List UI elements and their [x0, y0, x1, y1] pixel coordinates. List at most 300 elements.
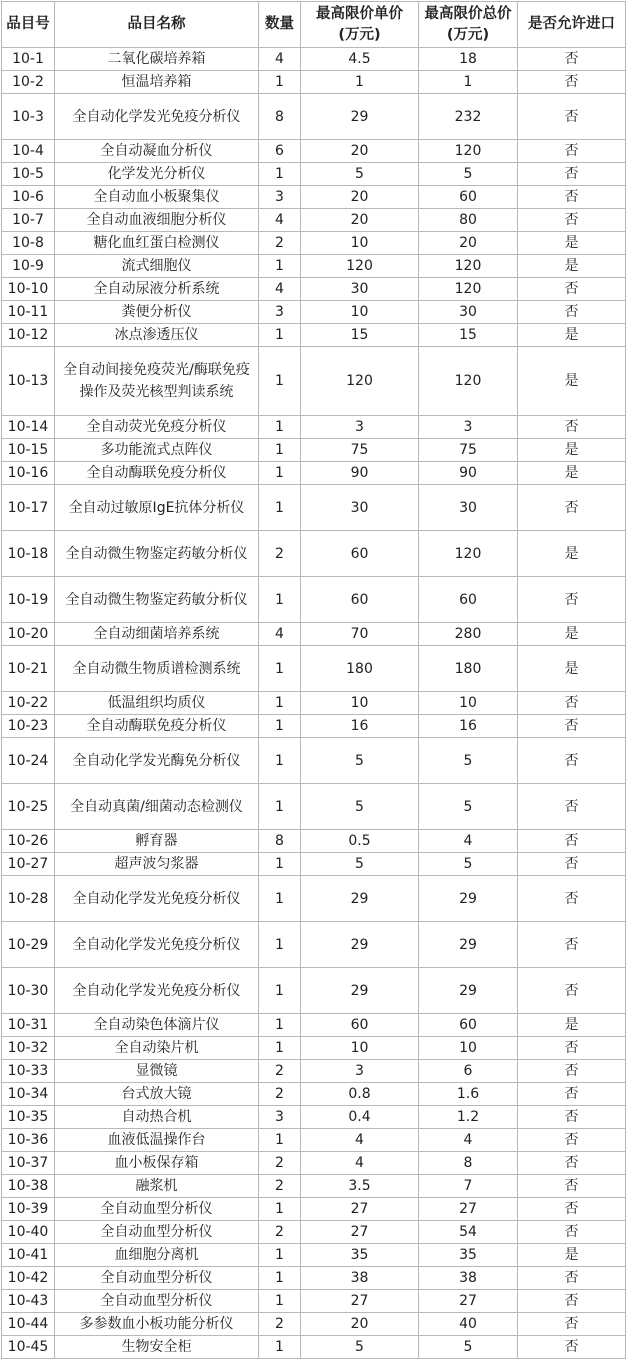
- cell-import: 否: [518, 784, 626, 830]
- cell-id: 10-20: [2, 623, 55, 646]
- cell-name: 血小板保存箱: [55, 1152, 259, 1175]
- table-row: [2, 347, 626, 416]
- table-row: [2, 531, 626, 577]
- table-row: [2, 1336, 626, 1359]
- table-row: [2, 1106, 626, 1129]
- header-unit-price-line1: 最高限价单价: [316, 5, 403, 22]
- cell-id: 10-16: [2, 462, 55, 485]
- cell-unit-price: 120: [301, 347, 419, 416]
- cell-id: 10-8: [2, 232, 55, 255]
- cell-total-price: 27: [419, 1198, 518, 1221]
- cell-id: 10-29: [2, 922, 55, 968]
- table-row: [2, 163, 626, 186]
- table-row: [2, 301, 626, 324]
- cell-qty: 1: [259, 462, 301, 485]
- cell-total-price: 120: [419, 347, 518, 416]
- cell-total-price: 120: [419, 140, 518, 163]
- table-row: [2, 1313, 626, 1336]
- cell-name: 全自动荧光免疫分析仪: [55, 416, 259, 439]
- cell-import: 否: [518, 1290, 626, 1313]
- cell-id: 10-23: [2, 715, 55, 738]
- cell-id: 10-45: [2, 1336, 55, 1359]
- table-row: [2, 577, 626, 623]
- cell-qty: 2: [259, 1060, 301, 1083]
- cell-name: 低温组织均质仪: [55, 692, 259, 715]
- cell-total-price: 1: [419, 71, 518, 94]
- cell-total-price: 40: [419, 1313, 518, 1336]
- procurement-table: [1, 1, 626, 1359]
- cell-name: 二氧化碳培养箱: [55, 48, 259, 71]
- cell-id: 10-22: [2, 692, 55, 715]
- cell-qty: 1: [259, 255, 301, 278]
- table-row: [2, 186, 626, 209]
- cell-unit-price: 60: [301, 531, 419, 577]
- cell-import: 否: [518, 1267, 626, 1290]
- cell-name: 全自动尿液分析系统: [55, 278, 259, 301]
- cell-qty: 1: [259, 922, 301, 968]
- cell-total-price: 6: [419, 1060, 518, 1083]
- cell-total-price: 1.6: [419, 1083, 518, 1106]
- cell-qty: 1: [259, 784, 301, 830]
- cell-import: 否: [518, 278, 626, 301]
- cell-qty: 8: [259, 830, 301, 853]
- cell-import: 否: [518, 485, 626, 531]
- cell-unit-price: 5: [301, 853, 419, 876]
- cell-name: 多参数血小板功能分析仪: [55, 1313, 259, 1336]
- cell-import: 否: [518, 1198, 626, 1221]
- cell-total-price: 180: [419, 646, 518, 692]
- cell-qty: 1: [259, 416, 301, 439]
- cell-qty: 4: [259, 209, 301, 232]
- table-row: [2, 1129, 626, 1152]
- table-row: [2, 48, 626, 71]
- cell-import: 否: [518, 738, 626, 784]
- cell-unit-price: 29: [301, 922, 419, 968]
- cell-import: 否: [518, 876, 626, 922]
- cell-qty: 1: [259, 1014, 301, 1037]
- table-row: [2, 1290, 626, 1313]
- cell-unit-price: 10: [301, 1037, 419, 1060]
- cell-import: 否: [518, 1221, 626, 1244]
- cell-unit-price: 60: [301, 1014, 419, 1037]
- cell-qty: 1: [259, 646, 301, 692]
- cell-import: 否: [518, 1060, 626, 1083]
- cell-import: 否: [518, 830, 626, 853]
- table-row: [2, 1221, 626, 1244]
- cell-id: 10-11: [2, 301, 55, 324]
- cell-qty: 1: [259, 577, 301, 623]
- cell-id: 10-14: [2, 416, 55, 439]
- cell-import: 否: [518, 577, 626, 623]
- cell-name: 全自动化学发光酶免分析仪: [55, 738, 259, 784]
- table-row: [2, 1083, 626, 1106]
- cell-name: 流式细胞仪: [55, 255, 259, 278]
- cell-import: 否: [518, 1175, 626, 1198]
- cell-qty: 3: [259, 301, 301, 324]
- table-row: [2, 1152, 626, 1175]
- cell-qty: 1: [259, 324, 301, 347]
- cell-name: 全自动染片机: [55, 1037, 259, 1060]
- header-total-price-line2: (万元): [446, 26, 490, 43]
- cell-id: 10-12: [2, 324, 55, 347]
- cell-unit-price: 4: [301, 1152, 419, 1175]
- cell-total-price: 3: [419, 416, 518, 439]
- cell-name: 全自动间接免疫荧光/酶联免疫操作及荧光核型判读系统: [55, 347, 259, 416]
- cell-total-price: 60: [419, 577, 518, 623]
- cell-qty: 1: [259, 1267, 301, 1290]
- cell-name: 全自动化学发光免疫分析仪: [55, 94, 259, 140]
- cell-unit-price: 38: [301, 1267, 419, 1290]
- watermark: [4, 1345, 84, 1359]
- table-row: [2, 853, 626, 876]
- cell-import: 否: [518, 186, 626, 209]
- cell-import: 否: [518, 922, 626, 968]
- cell-qty: 1: [259, 876, 301, 922]
- cell-qty: 1: [259, 1336, 301, 1359]
- cell-id: 10-27: [2, 853, 55, 876]
- cell-name: 糖化血红蛋白检测仪: [55, 232, 259, 255]
- cell-name: 全自动血小板聚集仪: [55, 186, 259, 209]
- cell-unit-price: 5: [301, 738, 419, 784]
- cell-id: 10-3: [2, 94, 55, 140]
- cell-name: 全自动血液细胞分析仪: [55, 209, 259, 232]
- cell-unit-price: 29: [301, 968, 419, 1014]
- cell-name: 全自动血型分析仪: [55, 1221, 259, 1244]
- cell-total-price: 120: [419, 278, 518, 301]
- cell-id: 10-5: [2, 163, 55, 186]
- cell-id: 10-24: [2, 738, 55, 784]
- header-unit-price: [301, 2, 419, 48]
- cell-name: 血液低温操作台: [55, 1129, 259, 1152]
- header-total-price: [419, 2, 518, 48]
- table-row: [2, 1198, 626, 1221]
- cell-import: 是: [518, 462, 626, 485]
- cell-id: 10-26: [2, 830, 55, 853]
- cell-total-price: 80: [419, 209, 518, 232]
- cell-id: 10-31: [2, 1014, 55, 1037]
- cell-import: 是: [518, 347, 626, 416]
- cell-import: 否: [518, 1313, 626, 1336]
- cell-qty: 4: [259, 623, 301, 646]
- table-row: [2, 1060, 626, 1083]
- cell-unit-price: 5: [301, 784, 419, 830]
- cell-unit-price: 5: [301, 163, 419, 186]
- cell-id: 10-17: [2, 485, 55, 531]
- cell-id: 10-19: [2, 577, 55, 623]
- table-row: [2, 738, 626, 784]
- cell-unit-price: 30: [301, 278, 419, 301]
- cell-id: 10-41: [2, 1244, 55, 1267]
- table-row: [2, 255, 626, 278]
- cell-id: 10-42: [2, 1267, 55, 1290]
- cell-unit-price: 0.5: [301, 830, 419, 853]
- cell-total-price: 20: [419, 232, 518, 255]
- cell-total-price: 35: [419, 1244, 518, 1267]
- cell-name: 全自动血型分析仪: [55, 1198, 259, 1221]
- cell-unit-price: 10: [301, 692, 419, 715]
- table-row: [2, 968, 626, 1014]
- cell-qty: 1: [259, 1198, 301, 1221]
- cell-total-price: 75: [419, 439, 518, 462]
- cell-total-price: 232: [419, 94, 518, 140]
- cell-name: 全自动血型分析仪: [55, 1267, 259, 1290]
- cell-import: 否: [518, 968, 626, 1014]
- header-row: [2, 2, 626, 48]
- cell-import: 否: [518, 416, 626, 439]
- cell-unit-price: 75: [301, 439, 419, 462]
- cell-qty: 6: [259, 140, 301, 163]
- cell-id: 10-40: [2, 1221, 55, 1244]
- cell-id: 10-37: [2, 1152, 55, 1175]
- cell-name: 全自动微生物鉴定药敏分析仪: [55, 577, 259, 623]
- cell-qty: 3: [259, 1106, 301, 1129]
- cell-unit-price: 1: [301, 71, 419, 94]
- cell-name: 全自动过敏原IgE抗体分析仪: [55, 485, 259, 531]
- table-row: [2, 324, 626, 347]
- table-row: [2, 278, 626, 301]
- cell-unit-price: 90: [301, 462, 419, 485]
- cell-unit-price: 4.5: [301, 48, 419, 71]
- cell-unit-price: 20: [301, 186, 419, 209]
- cell-name: 全自动化学发光免疫分析仪: [55, 922, 259, 968]
- cell-unit-price: 4: [301, 1129, 419, 1152]
- cell-unit-price: 5: [301, 1336, 419, 1359]
- cell-id: 10-10: [2, 278, 55, 301]
- cell-total-price: 1.2: [419, 1106, 518, 1129]
- cell-name: 全自动酶联免疫分析仪: [55, 715, 259, 738]
- cell-id: 10-36: [2, 1129, 55, 1152]
- cell-name: 台式放大镜: [55, 1083, 259, 1106]
- header-name: 品目名称: [55, 2, 259, 48]
- cell-total-price: 4: [419, 1129, 518, 1152]
- header-qty: 数量: [259, 2, 301, 48]
- cell-name: 生物安全柜: [55, 1336, 259, 1359]
- cell-id: 10-25: [2, 784, 55, 830]
- cell-import: 是: [518, 324, 626, 347]
- table-row: [2, 623, 626, 646]
- cell-total-price: 10: [419, 1037, 518, 1060]
- cell-unit-price: 20: [301, 209, 419, 232]
- table-row: [2, 692, 626, 715]
- cell-qty: 1: [259, 968, 301, 1014]
- cell-name: 显微镜: [55, 1060, 259, 1083]
- header-total-price-line1: 最高限价总价: [424, 5, 512, 22]
- table-row: [2, 1037, 626, 1060]
- table-row: [2, 232, 626, 255]
- table-row: [2, 876, 626, 922]
- cell-qty: 2: [259, 531, 301, 577]
- cell-total-price: 29: [419, 876, 518, 922]
- cell-id: 10-32: [2, 1037, 55, 1060]
- cell-name: 恒温培养箱: [55, 71, 259, 94]
- cell-id: 10-9: [2, 255, 55, 278]
- cell-name: 全自动细菌培养系统: [55, 623, 259, 646]
- cell-unit-price: 20: [301, 1313, 419, 1336]
- cell-name: 全自动染色体滴片仪: [55, 1014, 259, 1037]
- cell-import: 否: [518, 301, 626, 324]
- cell-unit-price: 27: [301, 1290, 419, 1313]
- cell-total-price: 18: [419, 48, 518, 71]
- cell-import: 否: [518, 94, 626, 140]
- cell-qty: 2: [259, 1175, 301, 1198]
- cell-import: 否: [518, 1037, 626, 1060]
- cell-unit-price: 10: [301, 232, 419, 255]
- cell-import: 否: [518, 1083, 626, 1106]
- cell-total-price: 280: [419, 623, 518, 646]
- table-body: [2, 48, 626, 1359]
- cell-total-price: 60: [419, 1014, 518, 1037]
- cell-unit-price: 70: [301, 623, 419, 646]
- cell-unit-price: 0.4: [301, 1106, 419, 1129]
- cell-total-price: 60: [419, 186, 518, 209]
- cell-total-price: 120: [419, 255, 518, 278]
- cell-id: 10-15: [2, 439, 55, 462]
- cell-id: 10-6: [2, 186, 55, 209]
- cell-total-price: 10: [419, 692, 518, 715]
- cell-unit-price: 10: [301, 301, 419, 324]
- table-row: [2, 922, 626, 968]
- cell-id: 10-2: [2, 71, 55, 94]
- cell-total-price: 5: [419, 853, 518, 876]
- table-row: [2, 1175, 626, 1198]
- cell-total-price: 27: [419, 1290, 518, 1313]
- cell-qty: 3: [259, 186, 301, 209]
- table-row: [2, 94, 626, 140]
- cell-import: 否: [518, 1336, 626, 1359]
- cell-import: 否: [518, 853, 626, 876]
- cell-total-price: 5: [419, 738, 518, 784]
- table-row: [2, 784, 626, 830]
- cell-id: 10-4: [2, 140, 55, 163]
- cell-name: 全自动真菌/细菌动态检测仪: [55, 784, 259, 830]
- cell-qty: 1: [259, 692, 301, 715]
- cell-id: 10-1: [2, 48, 55, 71]
- cell-import: 是: [518, 531, 626, 577]
- cell-import: 否: [518, 163, 626, 186]
- header-id: 品目号: [2, 2, 55, 48]
- cell-name: 自动热合机: [55, 1106, 259, 1129]
- cell-qty: 2: [259, 232, 301, 255]
- cell-id: 10-21: [2, 646, 55, 692]
- cell-name: 冰点渗透压仪: [55, 324, 259, 347]
- cell-name: 全自动微生物鉴定药敏分析仪: [55, 531, 259, 577]
- cell-unit-price: 15: [301, 324, 419, 347]
- cell-total-price: 4: [419, 830, 518, 853]
- cell-unit-price: 29: [301, 876, 419, 922]
- cell-id: 10-13: [2, 347, 55, 416]
- cell-id: 10-43: [2, 1290, 55, 1313]
- header-unit-price-line2: (万元): [338, 26, 381, 43]
- cell-id: 10-44: [2, 1313, 55, 1336]
- table-row: [2, 646, 626, 692]
- cell-total-price: 90: [419, 462, 518, 485]
- table-row: [2, 1244, 626, 1267]
- cell-qty: 2: [259, 1083, 301, 1106]
- cell-qty: 1: [259, 163, 301, 186]
- cell-name: 全自动微生物质谱检测系统: [55, 646, 259, 692]
- cell-import: 是: [518, 623, 626, 646]
- cell-unit-price: 0.8: [301, 1083, 419, 1106]
- cell-qty: 1: [259, 1290, 301, 1313]
- cell-import: 是: [518, 646, 626, 692]
- cell-qty: 2: [259, 1221, 301, 1244]
- cell-name: 化学发光分析仪: [55, 163, 259, 186]
- cell-id: 10-7: [2, 209, 55, 232]
- cell-name: 血细胞分离机: [55, 1244, 259, 1267]
- cell-import: 否: [518, 48, 626, 71]
- cell-total-price: 29: [419, 968, 518, 1014]
- cell-total-price: 16: [419, 715, 518, 738]
- table-row: [2, 209, 626, 232]
- cell-total-price: 5: [419, 163, 518, 186]
- cell-unit-price: 27: [301, 1198, 419, 1221]
- cell-import: 是: [518, 1014, 626, 1037]
- cell-unit-price: 30: [301, 485, 419, 531]
- cell-qty: 1: [259, 485, 301, 531]
- cell-import: 否: [518, 692, 626, 715]
- cell-total-price: 5: [419, 1336, 518, 1359]
- cell-import: 是: [518, 255, 626, 278]
- cell-name: 全自动酶联免疫分析仪: [55, 462, 259, 485]
- cell-qty: 1: [259, 738, 301, 784]
- cell-name: 粪便分析仪: [55, 301, 259, 324]
- cell-qty: 1: [259, 1129, 301, 1152]
- cell-qty: 1: [259, 439, 301, 462]
- table-row: [2, 1267, 626, 1290]
- cell-unit-price: 29: [301, 94, 419, 140]
- cell-unit-price: 27: [301, 1221, 419, 1244]
- cell-import: 否: [518, 1106, 626, 1129]
- cell-import: 否: [518, 71, 626, 94]
- cell-total-price: 29: [419, 922, 518, 968]
- cell-unit-price: 120: [301, 255, 419, 278]
- cell-id: 10-34: [2, 1083, 55, 1106]
- cell-import: 否: [518, 1152, 626, 1175]
- cell-name: 融浆机: [55, 1175, 259, 1198]
- cell-import: 是: [518, 439, 626, 462]
- cell-import: 是: [518, 232, 626, 255]
- table-row: [2, 485, 626, 531]
- table-row: [2, 715, 626, 738]
- cell-import: 否: [518, 209, 626, 232]
- table-row: [2, 462, 626, 485]
- cell-unit-price: 35: [301, 1244, 419, 1267]
- cell-total-price: 30: [419, 301, 518, 324]
- cell-unit-price: 16: [301, 715, 419, 738]
- cell-import: 否: [518, 1129, 626, 1152]
- cell-unit-price: 3: [301, 1060, 419, 1083]
- table-row: [2, 416, 626, 439]
- table-row: [2, 71, 626, 94]
- table-row: [2, 1014, 626, 1037]
- cell-id: 10-18: [2, 531, 55, 577]
- cell-unit-price: 60: [301, 577, 419, 623]
- cell-total-price: 30: [419, 485, 518, 531]
- cell-qty: 1: [259, 1244, 301, 1267]
- cell-total-price: 8: [419, 1152, 518, 1175]
- cell-id: 10-28: [2, 876, 55, 922]
- cell-id: 10-39: [2, 1198, 55, 1221]
- header-import: 是否允许进口: [518, 2, 626, 48]
- cell-id: 10-35: [2, 1106, 55, 1129]
- cell-name: 全自动化学发光免疫分析仪: [55, 968, 259, 1014]
- cell-id: 10-38: [2, 1175, 55, 1198]
- table-row: [2, 830, 626, 853]
- cell-name: 全自动血型分析仪: [55, 1290, 259, 1313]
- cell-name: 孵育器: [55, 830, 259, 853]
- cell-qty: 2: [259, 1152, 301, 1175]
- cell-qty: 1: [259, 853, 301, 876]
